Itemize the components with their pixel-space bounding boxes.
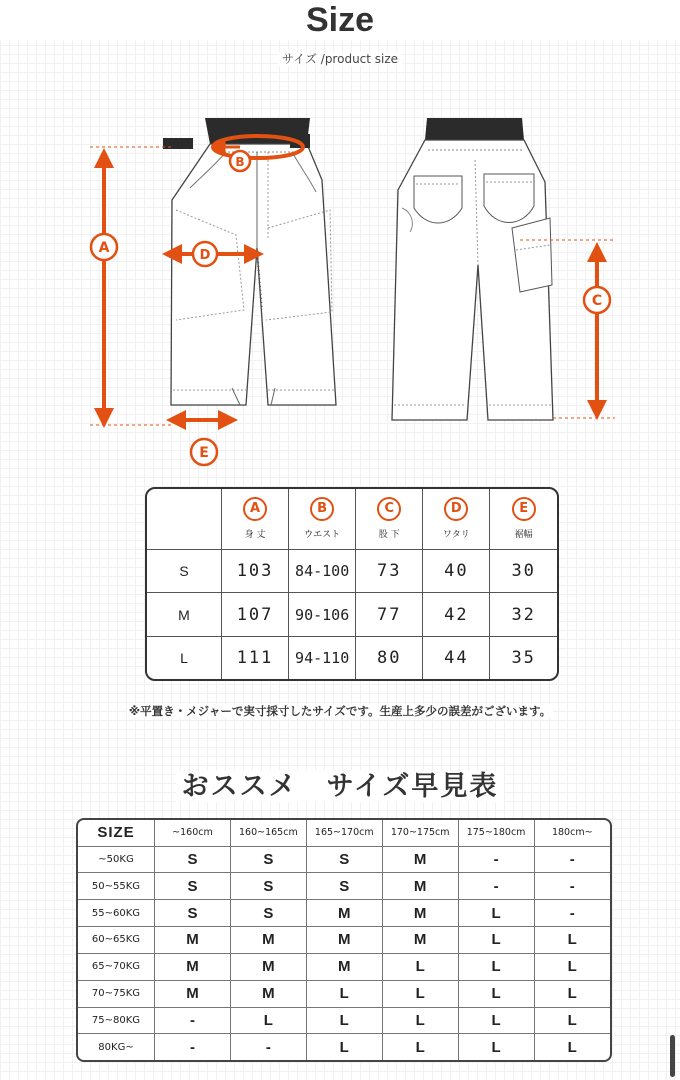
- value-thigh: 40: [423, 549, 490, 593]
- size-label: M: [147, 593, 222, 637]
- recommend-cell: L: [458, 1007, 534, 1034]
- recommend-cell: M: [306, 953, 382, 980]
- recommend-size-table: [76, 818, 612, 1062]
- recommend-cell: -: [458, 846, 534, 873]
- spec-header-row: [147, 489, 557, 549]
- recommend-row: [78, 1007, 610, 1034]
- col-label-inseam: 股 下: [378, 530, 400, 541]
- recommend-cell: L: [458, 900, 534, 927]
- recommend-cell: L: [306, 980, 382, 1007]
- spec-col-c: [356, 489, 423, 549]
- badge-c: C: [377, 497, 401, 521]
- height-header: 160~165cm: [230, 820, 306, 846]
- spec-col-b: [289, 489, 356, 549]
- recommend-cell: -: [534, 900, 610, 927]
- recommend-cell: M: [382, 846, 458, 873]
- size-spec-table: [145, 487, 559, 681]
- weight-label: 80KG~: [78, 1034, 155, 1060]
- recommend-row: [78, 846, 610, 873]
- height-header: 165~170cm: [306, 820, 382, 846]
- recommend-cell: L: [306, 1034, 382, 1060]
- value-length: 103: [222, 549, 289, 593]
- recommend-cell: S: [306, 873, 382, 900]
- weight-label: ~50KG: [78, 846, 155, 873]
- marker-a: [91, 234, 117, 260]
- badge-b: B: [310, 497, 334, 521]
- recommend-cell: M: [155, 980, 231, 1007]
- spec-col-a: [222, 489, 289, 549]
- measurement-note: ※平置き・メジャーで実寸採寸したサイズです。生産上多少の誤差がございます。: [128, 704, 552, 718]
- height-header: 175~180cm: [458, 820, 534, 846]
- value-waist: 90-106: [289, 593, 356, 637]
- spec-col-d: [423, 489, 490, 549]
- recommend-cell: L: [534, 927, 610, 954]
- recommend-cell: M: [382, 900, 458, 927]
- col-label-length: 身 丈: [244, 530, 266, 541]
- spec-col-e: [490, 489, 557, 549]
- recommend-cell: L: [534, 953, 610, 980]
- recommend-cell: -: [155, 1007, 231, 1034]
- badge-d: D: [444, 497, 468, 521]
- svg-text:C: C: [591, 293, 603, 309]
- marker-d: [193, 242, 217, 266]
- spec-row-m: [147, 593, 557, 637]
- weight-label: 70~75KG: [78, 980, 155, 1007]
- recommend-cell: L: [534, 980, 610, 1007]
- recommend-header-row: [78, 820, 610, 846]
- recommend-cell: L: [230, 1007, 306, 1034]
- pants-measurement-diagram: [0, 100, 680, 470]
- marker-e: [191, 439, 217, 465]
- recommend-row: [78, 927, 610, 954]
- recommend-cell: M: [230, 953, 306, 980]
- recommend-cell: S: [230, 846, 306, 873]
- recommend-cell: L: [382, 1007, 458, 1034]
- svg-text:A: A: [98, 240, 110, 256]
- value-hem: 32: [490, 593, 557, 637]
- spec-corner-cell: [147, 489, 222, 549]
- value-inseam: 77: [356, 593, 423, 637]
- recommend-cell: S: [306, 846, 382, 873]
- recommend-cell: M: [155, 927, 231, 954]
- recommend-cell: -: [458, 873, 534, 900]
- col-label-hem: 裾幅: [514, 530, 533, 541]
- recommend-row: [78, 1034, 610, 1060]
- recommend-row: [78, 900, 610, 927]
- svg-text:B: B: [235, 155, 245, 169]
- recommend-cell: -: [534, 846, 610, 873]
- recommend-cell: S: [230, 873, 306, 900]
- recommend-row: [78, 953, 610, 980]
- marker-b: [230, 151, 250, 171]
- height-header: 180cm~: [534, 820, 610, 846]
- height-header: ~160cm: [155, 820, 231, 846]
- recommend-cell: L: [306, 1007, 382, 1034]
- svg-text:D: D: [199, 248, 211, 263]
- recommend-cell: S: [230, 900, 306, 927]
- spec-row-s: [147, 549, 557, 593]
- weight-label: 65~70KG: [78, 953, 155, 980]
- recommend-cell: -: [230, 1034, 306, 1060]
- value-hem: 30: [490, 549, 557, 593]
- spec-row-l: [147, 636, 557, 679]
- value-inseam: 73: [356, 549, 423, 593]
- pants-back-view: [392, 118, 553, 420]
- recommend-cell: -: [155, 1034, 231, 1060]
- svg-text:E: E: [199, 445, 209, 461]
- recommend-cell: M: [230, 980, 306, 1007]
- recommend-corner: SIZE: [78, 820, 155, 846]
- recommend-cell: L: [534, 1034, 610, 1060]
- recommend-cell: L: [382, 980, 458, 1007]
- size-label: S: [147, 549, 222, 593]
- height-header: 170~175cm: [382, 820, 458, 846]
- value-inseam: 80: [356, 636, 423, 679]
- badge-e: E: [512, 497, 536, 521]
- recommend-cell: L: [382, 1034, 458, 1060]
- value-waist: 94-110: [289, 636, 356, 679]
- recommend-cell: M: [306, 927, 382, 954]
- badge-a: A: [243, 497, 267, 521]
- weight-label: 55~60KG: [78, 900, 155, 927]
- recommend-row: [78, 980, 610, 1007]
- value-thigh: 44: [423, 636, 490, 679]
- recommend-cell: M: [382, 927, 458, 954]
- recommend-cell: S: [155, 900, 231, 927]
- recommend-cell: L: [534, 1007, 610, 1034]
- recommend-cell: M: [382, 873, 458, 900]
- recommend-title: おススメ サイズ早見表: [0, 764, 680, 803]
- recommend-cell: M: [230, 927, 306, 954]
- value-waist: 84-100: [289, 549, 356, 593]
- recommend-cell: L: [382, 953, 458, 980]
- col-label-thigh: ワタリ: [442, 530, 470, 541]
- weight-label: 60~65KG: [78, 927, 155, 954]
- recommend-cell: S: [155, 846, 231, 873]
- page-scrollbar[interactable]: [670, 1035, 675, 1077]
- recommend-cell: M: [306, 900, 382, 927]
- page-title: Size: [0, 0, 680, 40]
- value-length: 111: [222, 636, 289, 679]
- recommend-cell: L: [458, 980, 534, 1007]
- value-length: 107: [222, 593, 289, 637]
- recommend-cell: L: [458, 953, 534, 980]
- recommend-cell: -: [534, 873, 610, 900]
- recommend-row: [78, 873, 610, 900]
- size-label: L: [147, 636, 222, 679]
- marker-c: [584, 287, 610, 313]
- weight-label: 50~55KG: [78, 873, 155, 900]
- page-subtitle: サイズ /product size: [0, 50, 680, 67]
- recommend-cell: S: [155, 873, 231, 900]
- value-thigh: 42: [423, 593, 490, 637]
- recommend-cell: L: [458, 927, 534, 954]
- recommend-cell: M: [155, 953, 231, 980]
- value-hem: 35: [490, 636, 557, 679]
- col-label-waist: ウエスト: [304, 530, 341, 541]
- recommend-cell: L: [458, 1034, 534, 1060]
- weight-label: 75~80KG: [78, 1007, 155, 1034]
